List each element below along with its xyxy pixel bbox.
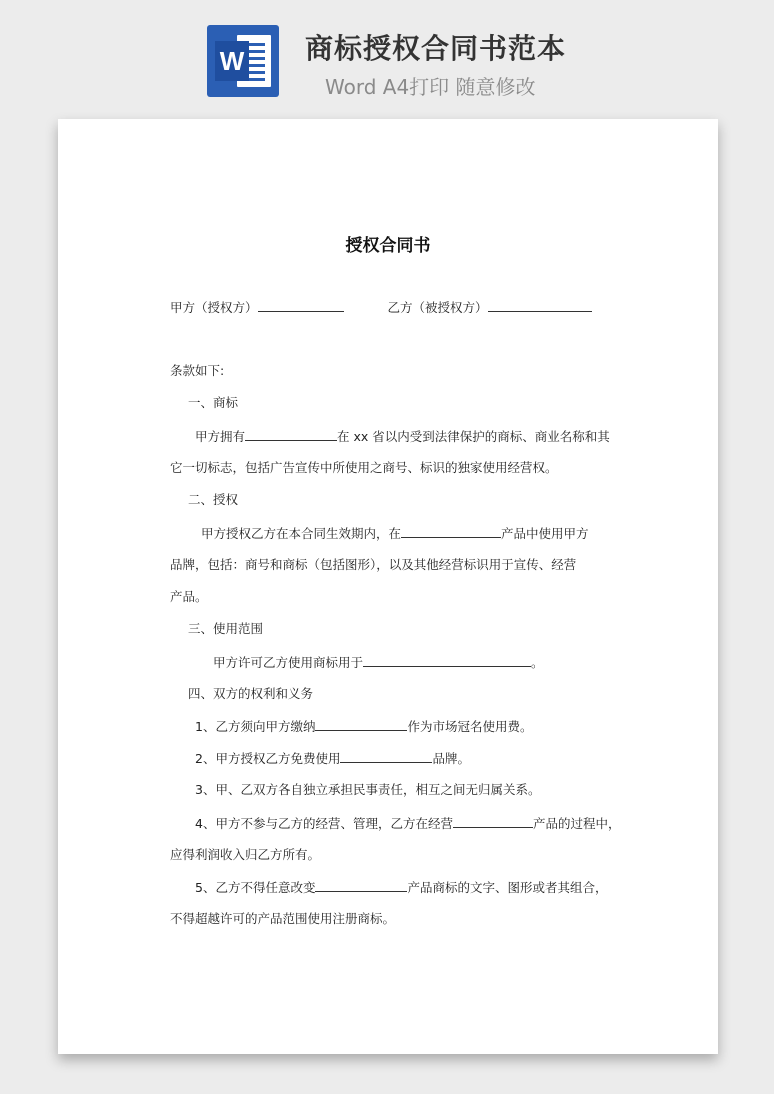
item-4-text-a: 4、甲方不参与乙方的经营、管理，乙方在经营	[195, 816, 453, 831]
intro-text: 条款如下:	[170, 363, 225, 378]
section-2-para	[201, 525, 589, 542]
word-logo-icon	[207, 25, 279, 97]
party-b-label: 乙方（被授权方）	[387, 300, 488, 315]
item-2-text-b: 品牌。	[432, 751, 470, 766]
item-3: 3、甲、乙双方各自独立承担民事责任，相互之间无归属关系。	[195, 782, 541, 797]
document-title: 授权合同书	[345, 236, 431, 256]
section-1-text-a: 甲方拥有	[195, 429, 246, 444]
blank-field	[315, 718, 407, 731]
blank-field	[315, 879, 407, 892]
item-4	[195, 815, 620, 832]
party-line	[170, 299, 592, 316]
section-1-text-b: 在 xx 省以内受到法律保护的商标、商业名称和其	[337, 429, 610, 444]
blank-field	[245, 428, 337, 441]
section-1-heading: 一、商标	[188, 395, 239, 410]
blank-field	[401, 525, 501, 538]
item-1	[195, 718, 532, 735]
section-1-para-cont: 它一切标志，包括广告宣传中所使用之商号、标识的独家使用经营权。	[170, 460, 558, 475]
party-a-label: 甲方（授权方）	[170, 300, 258, 315]
section-1-para	[195, 428, 610, 445]
item-5-cont: 不得超越许可的产品范围使用注册商标。	[170, 911, 396, 926]
section-2-text-b: 产品中使用甲方	[501, 526, 589, 541]
item-5-text-a: 5、乙方不得任意改变	[195, 880, 316, 895]
section-3-text-a: 甲方许可乙方使用商标用于	[213, 655, 364, 670]
section-2-heading: 二、授权	[188, 492, 239, 507]
section-4-heading: 四、双方的权利和义务	[188, 686, 314, 701]
item-5-text-b: 产品商标的文字、图形或者其组合，	[407, 880, 608, 895]
section-3-heading: 三、使用范围	[188, 621, 264, 636]
header-subtitle: Word A4打印 随意修改	[325, 75, 536, 99]
section-3-text-b: 。	[531, 655, 544, 670]
party-a-blank	[258, 299, 344, 312]
item-2-text-a: 2、甲方授权乙方免费使用	[195, 751, 341, 766]
blank-field	[363, 654, 531, 667]
section-3-para	[213, 654, 544, 671]
section-2-text-a: 甲方授权乙方在本合同生效期内，在	[201, 526, 402, 541]
word-letter: W	[215, 41, 249, 81]
section-2-para-cont: 品牌，包括：商号和商标（包括图形），以及其他经营标识用于宣传、经营	[170, 557, 577, 572]
header	[0, 0, 774, 110]
item-5	[195, 879, 607, 896]
document-page	[58, 119, 718, 1054]
party-b-blank	[488, 299, 592, 312]
blank-field	[453, 815, 533, 828]
item-1-text-a: 1、乙方须向甲方缴纳	[195, 719, 316, 734]
item-1-text-b: 作为市场冠名使用费。	[407, 719, 533, 734]
header-title: 商标授权合同书范本	[305, 32, 567, 65]
item-4-cont: 应得利润收入归乙方所有。	[170, 847, 321, 862]
item-4-text-b: 产品的过程中，	[532, 816, 621, 831]
item-2	[195, 750, 470, 767]
section-2-para-end: 产品。	[170, 589, 208, 604]
blank-field	[340, 750, 432, 763]
